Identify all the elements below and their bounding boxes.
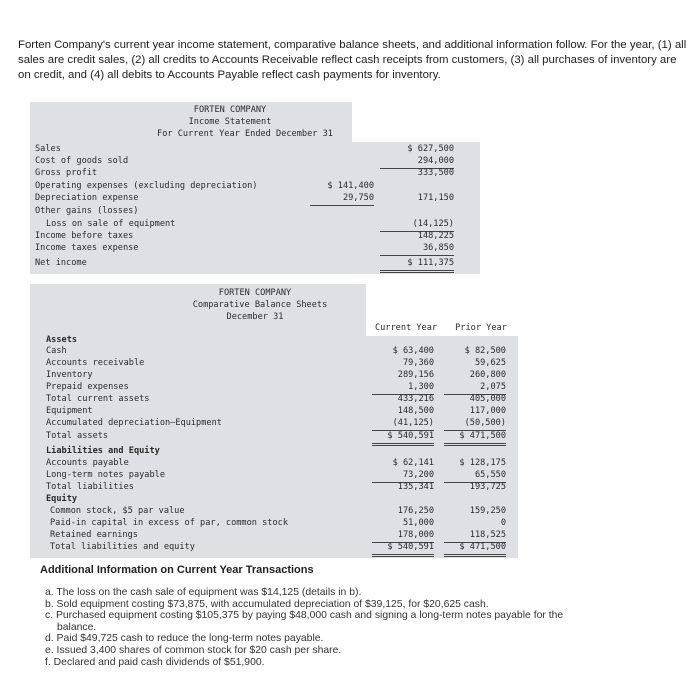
balance-label-ltnp: Long-term notes payable: [46, 470, 165, 480]
balance-pri-ltnp: 65,550: [444, 469, 506, 483]
list-item: balance.: [57, 621, 97, 633]
balance-pri-ap: $ 128,175: [459, 458, 506, 468]
balance-cur-ltnp: 73,200: [372, 469, 434, 483]
income-right-loss-sale: (14,125): [380, 218, 454, 232]
balance-cur-apic: 51,000: [402, 518, 434, 528]
balance-label-total-assets: Total assets: [46, 431, 109, 441]
balance-cur-common-stock: 176,250: [397, 506, 434, 516]
balance-label-cash: Cash: [46, 346, 67, 356]
income-label-gross-profit: Gross profit: [35, 168, 98, 178]
income-label-before-taxes: Income before taxes: [35, 231, 134, 241]
balance-cur-ap: $ 62,141: [392, 458, 434, 468]
income-mid-opex: $ 141,400: [327, 181, 374, 191]
additional-info-title: Additional Information on Current Year Transactions: [40, 564, 314, 576]
income-label-other-gains: Other gains (losses): [35, 206, 139, 216]
balance-cur-total-assets: $ 540,591: [372, 430, 434, 446]
balance-cur-cash: $ 63,400: [392, 346, 434, 356]
balance-cur-accum-dep: (41,125): [372, 417, 434, 431]
balance-label-equity: Equity: [46, 494, 78, 504]
balance-pri-prepaid: 2,075: [444, 381, 506, 395]
balance-label-accum-dep: Accumulated depreciation—Equipment: [46, 418, 222, 428]
balance-pri-total-current: 405,000: [469, 394, 506, 404]
balance-pri-accum-dep: (50,500): [444, 417, 506, 431]
balance-pri-apic: 0: [500, 518, 506, 528]
balance-cur-prepaid: 1,300: [372, 381, 434, 395]
list-item: b. Sold equipment costing $73,875, with accumulated depreciation of $39,125, for $20,625 cash.: [45, 598, 489, 610]
income-label-loss-sale: Loss on sale of equipment: [46, 219, 176, 229]
income-mid-depreciation: 29,750: [310, 192, 374, 206]
balance-pri-total-le: $ 471,500: [444, 541, 506, 557]
income-label-cogs: Cost of goods sold: [35, 156, 129, 166]
balance-pri-cash: $ 82,500: [464, 346, 506, 356]
income-right-taxes: 36,850: [380, 242, 454, 256]
income-label-opex: Operating expenses (excluding depreciation): [35, 181, 258, 191]
income-label-depreciation: Depreciation expense: [35, 193, 139, 203]
balance-cur-equipment: 148,500: [397, 406, 434, 416]
income-right-net-income: $ 111,375: [380, 257, 454, 273]
balance-pri-total-liab: 193,725: [469, 482, 506, 492]
list-item: e. Issued 3,400 shares of common stock for $20 cash per share.: [45, 644, 342, 656]
list-item: a. The loss on the cash sale of equipment was $14,125 (details in b).: [45, 587, 362, 598]
balance-label-retained: Retained earnings: [50, 530, 138, 540]
balance-col-prior: Prior Year: [455, 323, 507, 333]
balance-label-prepaid: Prepaid expenses: [46, 382, 129, 392]
income-right-sales: $ 627,500: [407, 144, 454, 154]
balance-pri-inventory: 260,800: [469, 370, 506, 380]
balance-pri-common-stock: 159,250: [469, 506, 506, 516]
balance-cur-ar: 79,360: [402, 358, 434, 368]
income-statement-title: Income Statement: [188, 117, 272, 127]
income-right-gross-profit: 333,500: [417, 168, 454, 178]
list-item: d. Paid $49,725 cash to reduce the long-term notes payable.: [45, 633, 324, 645]
balance-cur-retained: 178,000: [372, 529, 434, 543]
balance-label-equipment: Equipment: [46, 406, 93, 416]
income-company-name: FORTEN COMPANY: [193, 105, 267, 115]
balance-cur-total-liab: 135,341: [397, 482, 434, 492]
balance-label-liab-equity: Liabilities and Equity: [46, 446, 160, 456]
balance-label-total-liab: Total liabilities: [46, 482, 134, 492]
balance-statement-title: Comparative Balance Sheets: [192, 300, 328, 310]
balance-label-common-stock: Common stock, $5 par value: [50, 506, 185, 516]
balance-label-total-le: Total liabilities and equity: [50, 542, 195, 552]
income-period: For Current Year Ended December 31: [157, 129, 333, 139]
additional-info-list: [45, 587, 645, 668]
income-right-before-taxes: 148,225: [417, 231, 454, 241]
balance-cur-total-current: 433,216: [397, 394, 434, 404]
income-right-cogs: 294,000: [380, 155, 454, 169]
list-item: f. Declared and paid cash dividends of $51,900.: [45, 656, 265, 668]
balance-label-assets: Assets: [46, 335, 78, 345]
problem-intro: Forten Company's current year income statement, comparative balance sheets, and additional information follow. For the year, (1) all sales are credit sales, (2) all credits to Accounts Receivable reflect cash receipts from customers, (3) all purchases of inventory are on credit, and (4) all debits to Accounts Payable reflect cash payments for inventory.: [18, 39, 687, 81]
income-label-sales: Sales: [35, 144, 61, 154]
balance-cur-total-le: $ 540,591: [372, 541, 434, 557]
balance-date: December 31: [226, 312, 284, 322]
balance-pri-total-assets: $ 471,500: [444, 430, 506, 446]
balance-label-total-current: Total current assets: [46, 394, 150, 404]
balance-label-inventory: Inventory: [46, 370, 93, 380]
balance-label-apic: Paid-in capital in excess of par, common stock: [50, 518, 288, 528]
income-label-taxes: Income taxes expense: [35, 243, 139, 253]
income-label-net-income: Net income: [35, 258, 87, 268]
income-right-depreciation: 171,150: [417, 193, 454, 203]
balance-col-current: Current Year: [374, 323, 438, 333]
balance-cur-inventory: 289,156: [397, 370, 434, 380]
list-item: c. Purchased equipment costing $105,375 by paying $48,000 cash and signing a long-term notes payable for the: [45, 610, 564, 622]
balance-label-ar: Accounts receivable: [46, 358, 145, 368]
balance-label-ap: Accounts payable: [46, 458, 129, 468]
balance-pri-equipment: 117,000: [469, 406, 506, 416]
balance-pri-ar: 59,625: [474, 358, 506, 368]
balance-company-name: FORTEN COMPANY: [218, 288, 292, 298]
balance-pri-retained: 118,525: [444, 529, 506, 543]
